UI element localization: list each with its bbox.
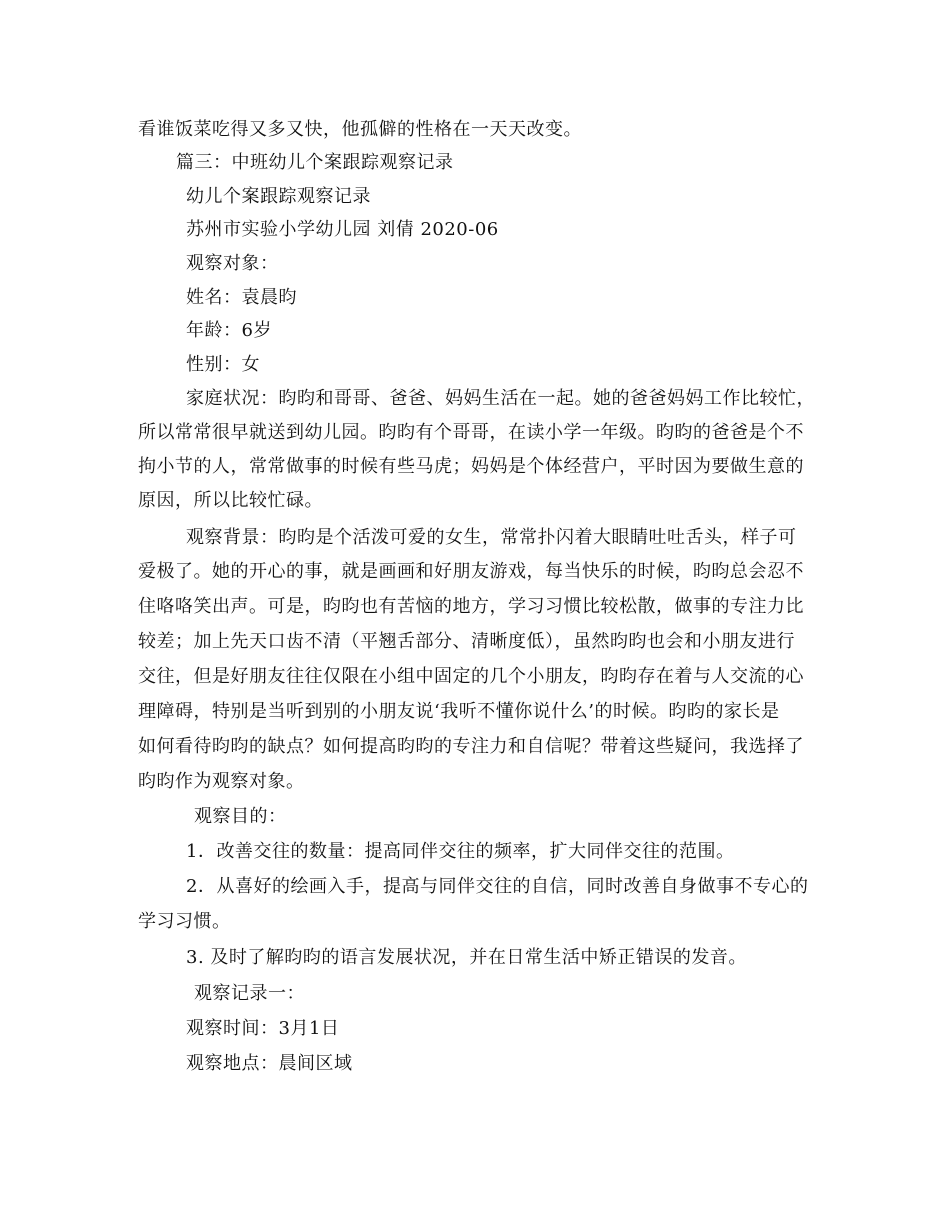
text-line: 年龄：6岁 [186, 320, 272, 341]
text-line: 姓名：袁晨昀 [186, 287, 297, 308]
section-heading: 篇三：中班幼儿个案跟踪观察记录 [176, 152, 454, 173]
text-line: 家庭状况：昀昀和哥哥、爸爸、妈妈生活在一起。她的爸爸妈妈工作比较忙， [186, 388, 815, 409]
text-line: 住咯咯笑出声。可是，昀昀也有苦恼的地方，学习习惯比较松散，做事的专注力比 [138, 596, 804, 617]
text-line: 学习习惯。 [138, 911, 231, 932]
text-line: 观察对象： [186, 253, 279, 274]
document-title: 幼儿个案跟踪观察记录 [186, 186, 371, 207]
text-line: 观察地点：晨间区域 [186, 1053, 353, 1074]
text-line: 看谁饭菜吃得又多又快，他孤僻的性格在一天天改变。 [138, 119, 582, 140]
text-line: 交往，但是好朋友往往仅限在小组中固定的几个小朋友，昀昀存在着与人交流的心 [138, 666, 804, 687]
author-line: 苏州市实验小学幼儿园 刘倩 2020-06 [186, 219, 499, 240]
text-line: 原因，所以比较忙碌。 [138, 490, 323, 511]
text-line: 较差；加上先天口齿不清（平翘舌部分、清晰度低），虽然昀昀也会和小朋友进行 [138, 631, 795, 652]
text-line: 性别：女 [186, 354, 260, 375]
list-item: 2．从喜好的绘画入手，提高与同伴交往的自信，同时改善自身做事不专心的 [186, 876, 809, 897]
list-item: 3. 及时了解昀昀的语言发展状况，并在日常生活中矫正错误的发音。 [186, 947, 747, 968]
text-line: 拘小节的人，常常做事的时候有些马虎；妈妈是个体经营户，平时因为要做生意的 [138, 456, 804, 477]
text-line: 观察记录一： [194, 983, 305, 1004]
text-line: 理障碍，特别是当听到别的小朋友说‘我听不懂你说什么’的时候。昀昀的家长是 [138, 701, 780, 722]
text-line: 如何看待昀昀的缺点？如何提高昀昀的专注力和自信呢？带着这些疑问，我选择了 [138, 736, 804, 757]
text-line: 昀昀作为观察对象。 [138, 771, 305, 792]
list-item: 1．改善交往的数量：提高同伴交往的频率，扩大同伴交往的范围。 [186, 841, 735, 862]
text-line: 所以常常很早就送到幼儿园。昀昀有个哥哥，在读小学一年级。昀昀的爸爸是个不 [138, 422, 804, 443]
text-line: 观察目的： [194, 806, 287, 827]
text-line: 观察背景：昀昀是个活泼可爱的女生，常常扑闪着大眼睛吐吐舌头，样子可 [186, 527, 797, 548]
text-line: 观察时间：3月1日 [186, 1018, 340, 1039]
text-line: 爱极了。她的开心的事，就是画画和好朋友游戏，每当快乐的时候，昀昀总会忍不 [138, 561, 804, 582]
